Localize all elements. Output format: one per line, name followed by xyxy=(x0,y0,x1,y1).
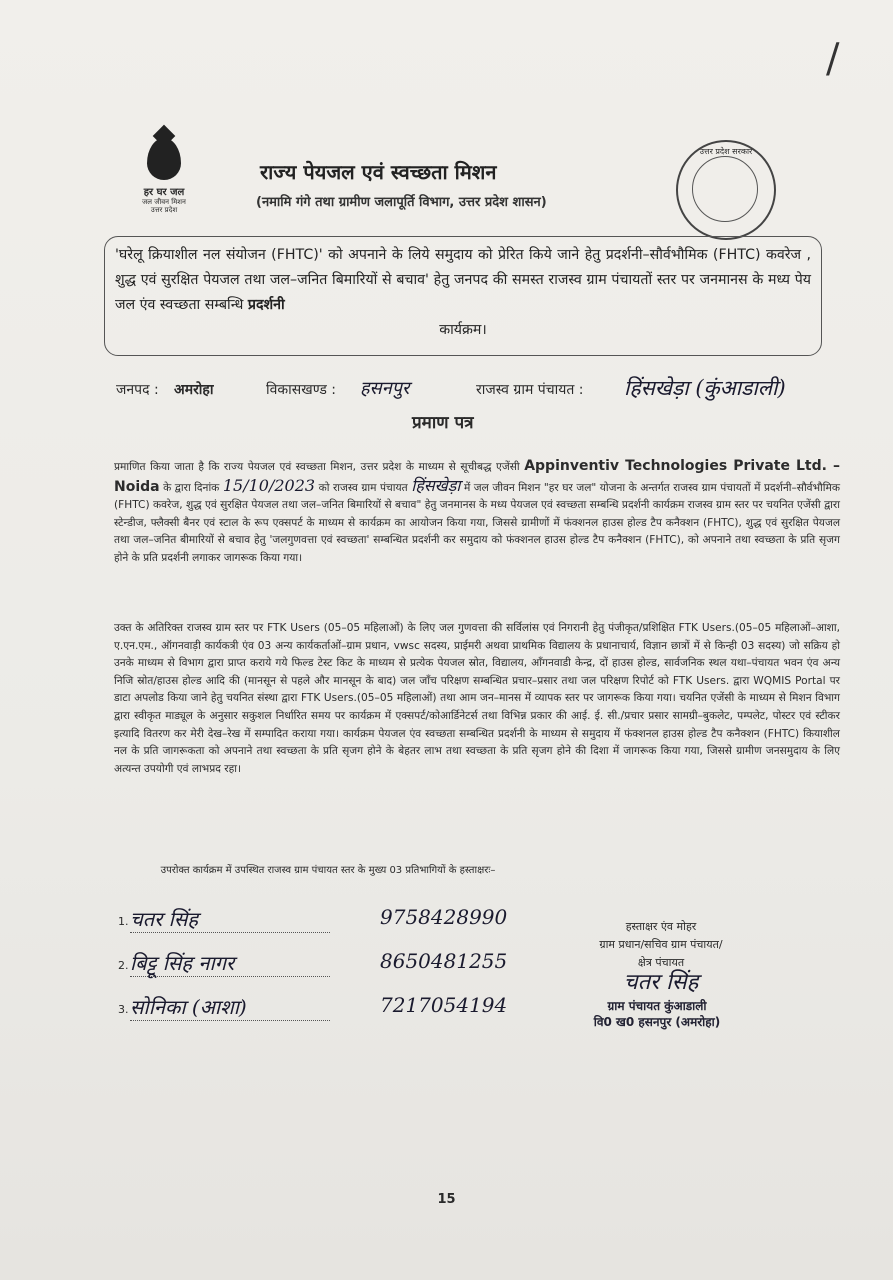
seal-text: उत्तर प्रदेश सरकार xyxy=(699,147,753,156)
participant-phone: 7217054194 xyxy=(380,993,508,1017)
para1-gp: हिंसखेड़ा xyxy=(411,475,461,495)
box-last-line: कार्यक्रम। xyxy=(439,322,487,338)
participant-phone: 8650481255 xyxy=(380,949,508,973)
jal-jeevan-mission-logo xyxy=(122,138,206,214)
document-title: राज्य पेयजल एवं स्वच्छता मिशन xyxy=(260,160,497,184)
block-value: हसनपुर xyxy=(360,378,410,399)
signature-caption-1: हस्ताक्षर एंव मोहर xyxy=(625,920,697,933)
gp-value: हिंसखेड़ा (कुंआडाली) xyxy=(624,376,786,400)
district-value: अमरोहा xyxy=(174,382,214,398)
program-description-box xyxy=(104,236,822,356)
para1-mid2: को राजस्व ग्राम पंचायत xyxy=(318,481,408,494)
pradhan-signature: चतर सिंह xyxy=(623,970,699,995)
para1-pre: प्रमाणित किया जाता है कि राज्य पेयजल एवं स्वच्छता मिशन, उत्तर प्रदेश के माध्यम से सूचीबद्ध एजेंसी xyxy=(114,461,520,473)
logo-line3: उत्तर प्रदेश xyxy=(150,206,178,214)
logo-line2: जल जीवन मिशन xyxy=(142,198,186,206)
participant-row xyxy=(118,949,578,983)
stamp-line-2: वि0 ख0 हसनपुर (अमरोहा) xyxy=(593,1015,721,1029)
box-strong-text: प्रदर्शनी xyxy=(247,297,285,313)
page-number: 15 xyxy=(437,1192,456,1207)
para1-rest: में जल जीवन मिशन "हर घर जल" योजना के अन्तर्गत राजस्व ग्राम पंचायतों में प्रदर्शनी–सौर्वभौमिक (FHTC) कवरेज, शुद्ध एवं सुरक्षित पेयजल तथा जल–जनित बिमारियों से बचाव" हेतु जनमानस के मध्य पेयजल एवं स्वच्छता सम्बन्धि प्रदर्शनी कार्यक्रम राजस्व ग्राम स्तर पर चयनित एजेंसी द्वारा स्टेन्डीज, फ्लैक्सी बैनर एवं स्टाल के रूप एक्सपर्ट के माध्यम से कार्यक्रम का आयोजन किया गया, जिससे ग्रामीणों में फंक्शनल हाउस होल्ड टैप कनैक्शन (FHTC), शुद्ध एवं सुरक्षित पेयजल तथा जल–जनित बीमारियों से बचाव हेतु 'जलगुणवत्ता एवं स्वच्छता' सम्बन्धित प्रदर्शनी कर समुदाय को फंक्शनल हाउस होल्ड टैप कनैक्शन (FHTC), को अपनाने तथा स्वच्छता के प्रति सृजग होने के प्रति प्रदर्शनी लगाकर जागरूक किया गया। xyxy=(114,481,840,564)
participant-number: 2. xyxy=(118,959,129,972)
participant-name: सोनिका (आशा) xyxy=(130,993,330,1021)
participant-name: बिट्टू सिंह नागर xyxy=(130,949,330,977)
agency-name: Appinventiv Technologies Private Ltd. – Noida xyxy=(114,458,840,495)
logo-line1: हर घर जल xyxy=(143,187,185,198)
signature-caption-3: क्षेत्र पंचायत xyxy=(637,956,685,969)
district-label: जनपद : xyxy=(116,382,159,398)
signature-block xyxy=(556,918,766,995)
participant-number: 1. xyxy=(118,915,129,928)
participant-phone: 9758428990 xyxy=(380,905,508,929)
participant-number: 3. xyxy=(118,1003,129,1016)
participant-row xyxy=(118,905,578,939)
stamp-line-1: ग्राम पंचायत कुंआडाली xyxy=(607,999,707,1013)
block-label: विकासखण्ड : xyxy=(266,382,337,398)
para1-mid: के द्वारा दिनांक xyxy=(163,481,220,494)
signature-caption-2: ग्राम प्रधान/सचिव ग्राम पंचायत/ xyxy=(599,938,723,951)
seal-emblem xyxy=(692,156,758,222)
water-drop-icon xyxy=(147,138,181,180)
participant-name: चतर सिंह xyxy=(130,905,330,933)
participant-row xyxy=(118,993,578,1027)
document-subtitle: (नमामि गंगे तथा ग्रामीण जलापूर्ति विभाग, उत्तर प्रदेश शासन) xyxy=(256,195,547,210)
paragraph-2: उक्त के अतिरिक्त राजस्व ग्राम स्तर पर FTK Users (05–05 महिलाओं) के लिए जल गुणवत्ता की सर्विलांस एवं निगरानी हेतु पंजीकृत/प्रशिक्षित FTK Users.(05–05 महिलाओं–आशा, ए.एन.एम., ऑगनवाड़ी कार्यकत्री एंव 03 अन्य कार्यकर्ताओं–ग्राम प्रधान, vwsc सदस्य, प्राईमरी अथवा प्राथमिक विद्यालय के प्रधानाचार्य, विज्ञान छात्रों में से किन्ही 03 सदस्य) जो सक्रिय हो उनके माध्यम से विभाग द्वारा प्राप्त कराये गये फिल्ड टेस्ट किट के माध्यम से प्रत्येक पेयजल स्रोत, विद्यालय, आँगनवाडी केन्द्र, दों हाउस होल्ड, सार्वजनिक स्थल यथा–पंचायत भवन एंव अन्य निजि स्रोत/हाउस होल्ड आदि की (मानसून से पहले और मानसून के बाद) जल जाँच परिक्षण सम्बन्धित प्रचार–प्रसार तथा जल परिक्षण रिपोर्ट को FTK Users. द्वारा WQMIS Portal पर डाटा अपलोड किया जाने हेतु चयनित संस्था द्वारा FTK Users.(05–05 महिलाओं) तथा आम जन–मानस में व्यापक स्तर पर जागरूक किया गया। चयनित एजेंसी के माध्यम से मिशन विभाग द्वारा स्वीकृत माड्यूल के अनुसार सकुशल निर्धारित समय पर कार्यक्रम में एक्सपर्ट/कोआर्डिनेटर्स तथा विभिन्न प्रकार की आई. ई. सी./प्रचार प्रसार सामग्री–बुकलेट, पम्पलेट, पोस्टर एवं स्टीकर इत्यादि वितरण कर मेरी देख–रेख में सम्पादित कराया गया। कार्यक्रम पेयजल एंव स्वच्छता सम्बन्धित प्रदर्शनी के माध्यम से समुदाय में फंक्शनल हाउस होल्ड टैप कनैक्शन (FHTC) कियाशील नल के प्रति जागरूकता को अपनाने तथा स्वच्छता के प्रति सृजग होने के बेहतर लाभ तथा स्वच्छता के प्रति सृजग होने की दिशा में जागरूक किया गया, जिससे ग्रामीण जनसमुदाय के लिए अत्यन्त उपयोगी एवं लाभप्रद रहा। xyxy=(114,622,840,775)
gp-label: राजस्व ग्राम पंचायत : xyxy=(476,382,584,398)
certificate-heading: प्रमाण पत्र xyxy=(412,413,474,433)
program-date: 15/10/2023 xyxy=(222,475,316,495)
corner-mark: / xyxy=(826,36,840,82)
box-text: 'घरेलू क्रियाशील नल संयोजन (FHTC)' को अपनाने के लिये समुदाय को प्रेरित किये जाने हेतु प्रदर्शनी–सौर्वभौमिक (FHTC) कवरेज , शुद्ध एवं सुरक्षित पेयजल तथा जल–जनित बिमारियों से बचाव' हेतु जनपद की समस्त राजस्व ग्राम पंचायतों स्तर पर जनमानस के मध्य पेय जल एंव स्वच्छता सम्बन्धि xyxy=(115,247,811,313)
up-government-seal xyxy=(676,140,776,240)
panchayat-stamp xyxy=(572,998,742,1030)
participants-intro: उपरोक्त कार्यक्रम में उपस्थित राजस्व ग्राम पंचायत स्तर के मुख्य 03 प्रतिभागियों के हस्ताक्षरः– xyxy=(160,865,496,876)
paragraph-1 xyxy=(114,458,840,568)
